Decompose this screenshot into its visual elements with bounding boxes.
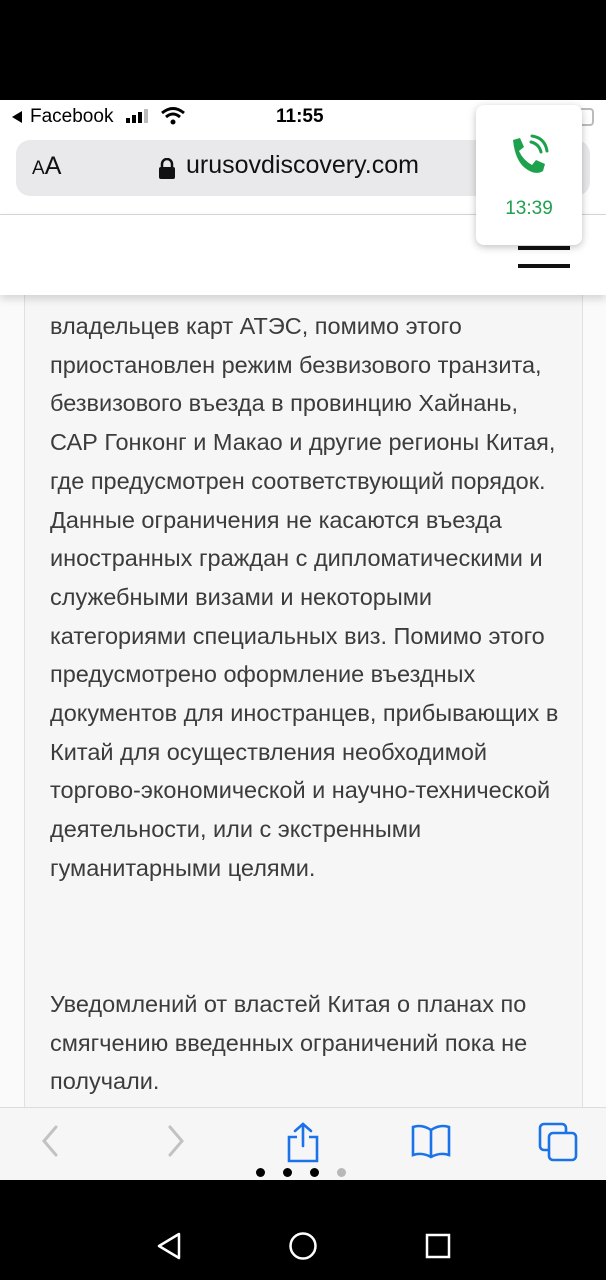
back-arrow-icon [12,111,22,123]
signal-icon [126,109,148,123]
text-size-button[interactable]: AA [32,152,62,180]
home-circle-icon[interactable] [288,1231,318,1261]
recents-square-icon[interactable] [424,1231,452,1261]
bookmarks-icon[interactable] [410,1121,452,1161]
tabs-icon[interactable] [537,1121,579,1163]
forward-icon[interactable] [164,1121,188,1161]
hamburger-menu-icon[interactable] [518,246,570,268]
back-triangle-icon[interactable] [155,1231,183,1261]
page-indicator [256,1168,346,1177]
call-duration: 13:39 [505,198,553,219]
share-icon[interactable] [285,1121,321,1163]
article-paragraph: владельцев карт АТЭС, помимо этого приостановлен режим безвизового транзита, безвизового въезда в провинцию Хайнань, САР Гонконг и Макао и другие регионы Китая, где предусмотрен соответствующий порядок. Данные ограничения не касаются въезда иностранных граждан с дипломатическими и служебными визами и некоторыми категориями специальных виз. Помимо этого предусмотрено оформление въездных документов для иностранцев, прибывающих в Китай для осуществления необходимой торгово-экономической и научно-технической деятельности, или с экстренными гуманитарными целями. [50,313,559,881]
back-app-label: Facebook [30,106,114,127]
back-icon[interactable] [38,1121,62,1161]
article-content [0,295,606,1107]
article-paragraph: Уведомлений от властей Китая о планах по смягчению введенных ограничений пока не получали. [50,991,528,1095]
wifi-icon [160,106,186,126]
clock: 11:55 [276,106,324,127]
back-to-app-link[interactable] [12,106,113,128]
url-text[interactable]: urusovdiscovery.com [186,151,419,179]
phone-call-icon [505,134,553,180]
android-nav-bar [0,1180,606,1280]
lock-icon [158,158,176,180]
